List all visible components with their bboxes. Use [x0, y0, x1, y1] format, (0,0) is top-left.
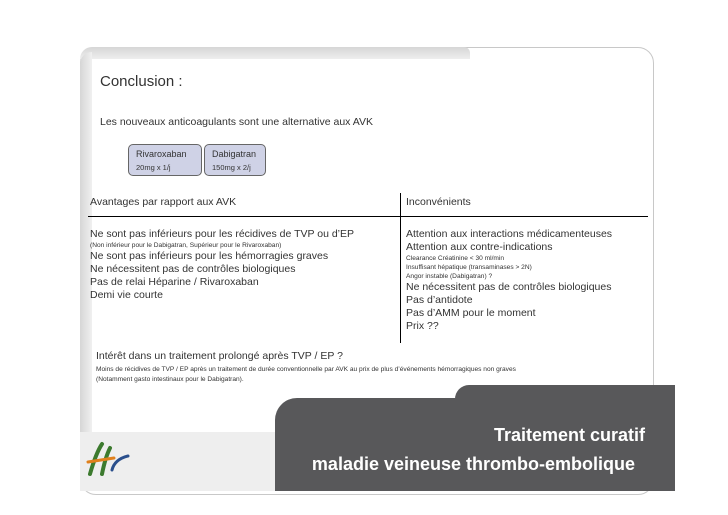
drug-dose: 20mg x 1/j: [136, 163, 171, 172]
list-item: Pas d’antidote: [406, 294, 473, 306]
advantages-list: [90, 228, 400, 302]
hospital-logo-icon: [84, 440, 132, 480]
list-item: Prix ??: [406, 320, 439, 332]
list-item: Ne sont pas inférieurs pour les récidives de TVP ou d’EP: [90, 228, 355, 240]
list-item: Insuffisant hépatique (transaminases > 2N): [406, 264, 532, 271]
slide-top-bar: [80, 47, 470, 59]
footnote-line: Moins de récidives de TVP / EP après un traitement de durée conventionnelle par AVK au prix de plus d’événements hémorragiques non graves: [96, 366, 516, 373]
list-item: Attention aux contre-indications: [406, 241, 553, 253]
intro-text: Les nouveaux anticoagulants sont une alternative aux AVK: [100, 116, 373, 128]
list-item: Attention aux interactions médicamenteuses: [406, 228, 613, 240]
disadvantages-list: [406, 228, 646, 333]
footnote-line: (Notamment gasto intestinaux pour le Dabigatran).: [96, 376, 244, 383]
advantages-header: Avantages par rapport aux AVK: [90, 196, 237, 208]
table-header-divider: [88, 216, 648, 217]
banner-title-line1: Traitement curatif: [493, 425, 645, 445]
list-item: Ne nécessitent pas de contrôles biologiques: [406, 281, 612, 293]
list-item: Demi vie courte: [90, 289, 163, 301]
list-item: Pas d’AMM pour le moment: [406, 307, 536, 319]
drug-name: Rivaroxaban: [136, 149, 187, 159]
table-column-divider: [400, 193, 401, 343]
question-text: Intérêt dans un traitement prolongé après TVP / EP ?: [96, 350, 343, 362]
list-item: Ne sont pas inférieurs pour les hémorragies graves: [90, 250, 329, 262]
banner-title-line2: maladie veineuse thrombo-embolique: [311, 454, 635, 474]
list-item: Ne nécessitent pas de contrôles biologiques: [90, 263, 296, 275]
slide-heading: Conclusion :: [100, 73, 183, 90]
list-item: (Non inférieur pour le Dabigatran, Supérieur pour le Rivaroxaban): [90, 242, 282, 249]
disadvantages-header: Inconvénients: [406, 196, 471, 208]
drug-name: Dabigatran: [212, 149, 257, 159]
list-item: Angor instable (Dabigatran) ?: [406, 273, 493, 280]
footnote: [96, 365, 576, 385]
drug-box-dabigatran: [204, 144, 266, 176]
drug-box-rivaroxaban: [128, 144, 202, 176]
list-item: Clearance Créatinine < 30 ml/min: [406, 255, 505, 262]
list-item: Pas de relai Héparine / Rivaroxaban: [90, 276, 259, 288]
drug-dose: 150mg x 2/j: [212, 163, 251, 172]
